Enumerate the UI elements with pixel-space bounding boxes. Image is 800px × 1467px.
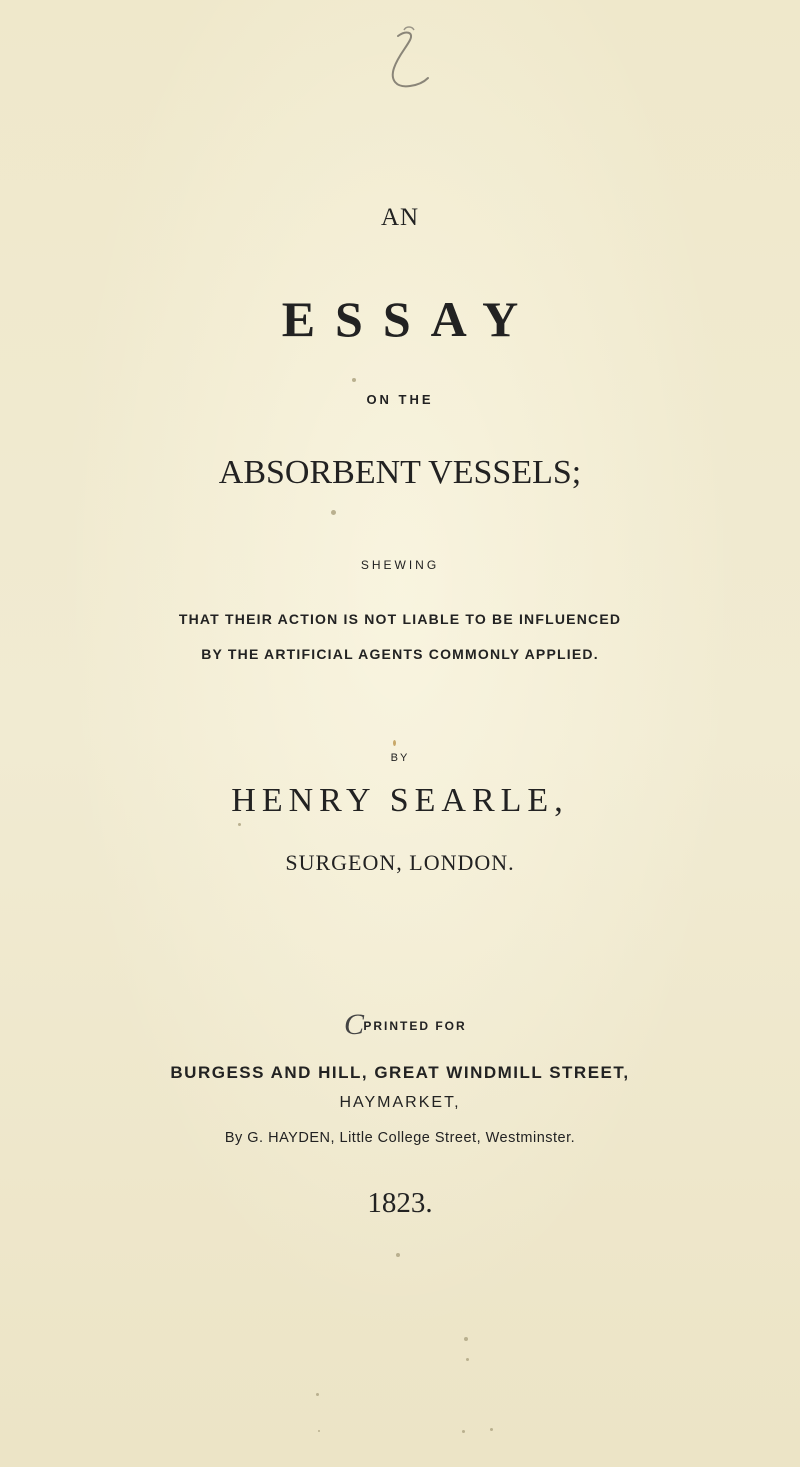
paper-speck xyxy=(238,823,241,826)
publisher-line-1: BURGESS AND HILL, GREAT WINDMILL STREET, xyxy=(170,1063,630,1082)
paper-speck xyxy=(393,740,396,746)
publication-year: 1823. xyxy=(367,1187,433,1219)
printer-line: By G. HAYDEN, Little College Street, Westminster. xyxy=(224,1130,576,1146)
line-description-2: BY THE ARTIFICIAL AGENTS COMMONLY APPLIED. xyxy=(201,646,599,662)
line-description-1: THAT THEIR ACTION IS NOT LIABLE TO BE INFLUENCED xyxy=(178,611,622,627)
line-by: BY xyxy=(390,752,410,764)
paper-speck xyxy=(316,1393,319,1396)
line-essay: ESSAY xyxy=(281,291,539,347)
paper-speck xyxy=(464,1337,468,1341)
author-name: HENRY SEARLE, xyxy=(231,782,569,819)
paper-speck xyxy=(352,378,356,382)
paper-speck xyxy=(466,1358,469,1361)
pencil-annotation-mark xyxy=(380,22,450,102)
paper-speck xyxy=(318,1430,320,1432)
paper-speck xyxy=(490,1428,493,1431)
stamp-letter-c: C xyxy=(344,1008,365,1041)
paper-speck xyxy=(396,1253,400,1257)
line-on-the: ON THE xyxy=(366,392,434,407)
line-printed-for: PRINTED FOR xyxy=(363,1019,467,1033)
paper-speck xyxy=(331,510,336,515)
line-shewing: SHEWING xyxy=(360,558,440,572)
line-an: AN xyxy=(380,204,420,231)
line-subject: ABSORBENT VESSELS; xyxy=(218,454,582,491)
publisher-line-2: HAYMARKET, xyxy=(339,1094,461,1111)
paper-speck xyxy=(462,1430,465,1433)
author-title: SURGEON, LONDON. xyxy=(285,850,515,875)
